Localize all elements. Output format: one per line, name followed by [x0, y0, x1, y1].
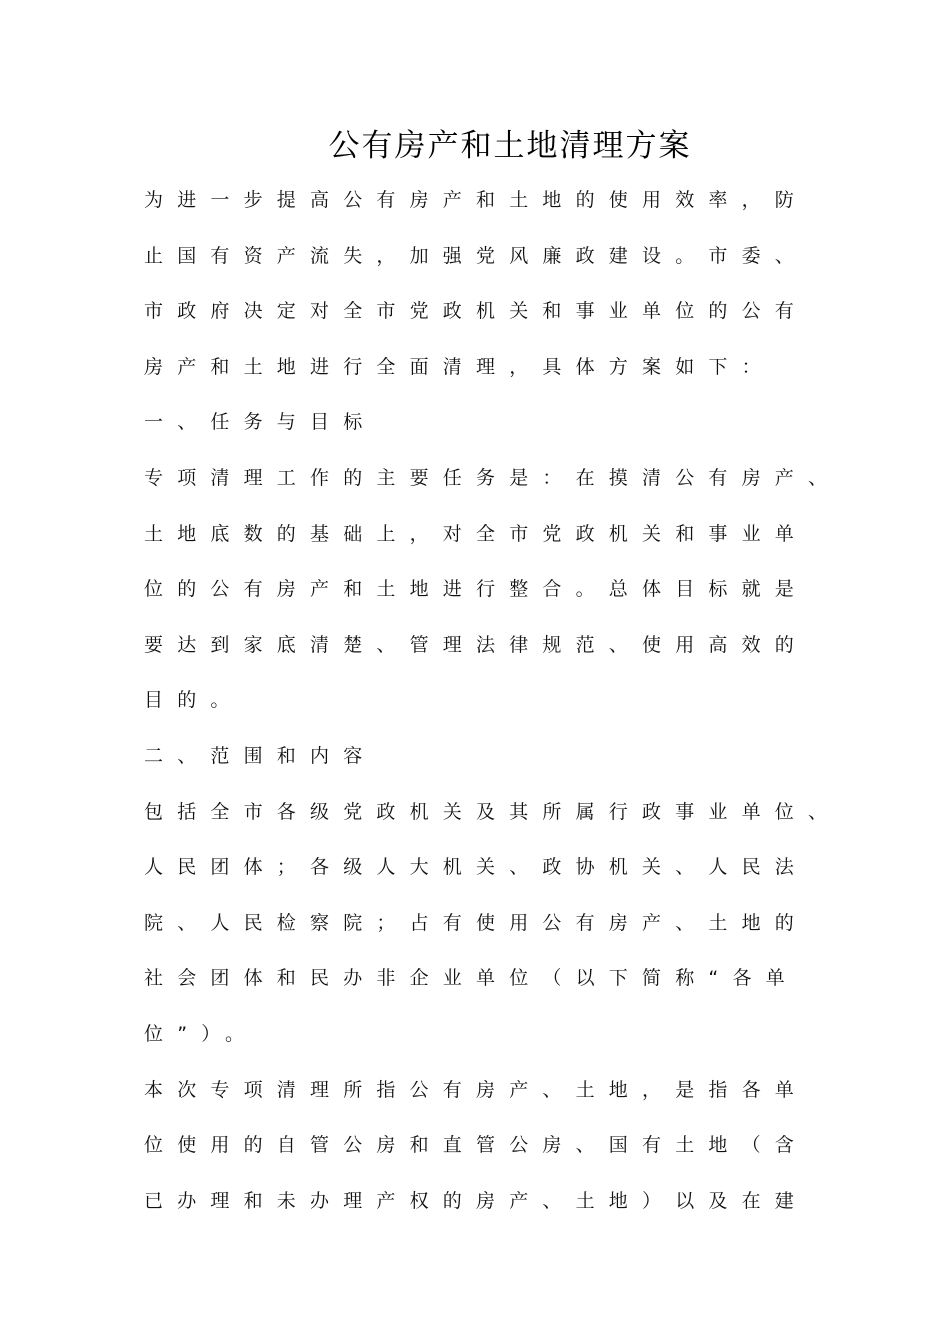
body-line-12: 包括全市各级党政机关及其所属行政事业单位、 — [144, 800, 842, 823]
section-heading-2: 二、范围和内容 — [144, 744, 377, 767]
document-title: 公有房产和土地清理方案 — [328, 128, 692, 164]
body-line-8: 位的公有房产和土地进行整合。总体目标就是 — [144, 578, 809, 601]
document-body — [144, 183, 844, 1239]
body-line-17: 本次专项清理所指公有房产、土地，是指各单 — [144, 1078, 809, 1101]
body-line-3: 市政府决定对全市党政机关和事业单位的公有 — [144, 300, 809, 323]
body-line-6: 专项清理工作的主要任务是：在摸清公有房产、 — [144, 466, 842, 489]
body-line-18: 位使用的自管公房和直管公房、国有土地（含 — [144, 1134, 809, 1157]
body-line-19: 已办理和未办理产权的房产、土地）以及在建 — [144, 1189, 809, 1212]
body-line-13: 人民团体；各级人大机关、政协机关、人民法 — [144, 856, 809, 879]
body-line-15: 社会团体和民办非企业单位（以下简称“各单 — [144, 967, 799, 990]
body-line-1: 为进一步提高公有房产和土地的使用效率，防 — [144, 189, 809, 211]
body-line-16: 位”）。 — [144, 1022, 259, 1045]
body-line-4: 房产和土地进行全面清理，具体方案如下： — [144, 355, 775, 378]
body-line-2: 止国有资产流失，加强党风廉政建设。市委、 — [144, 244, 809, 267]
body-line-14: 院、人民检察院；占有使用公有房产、土地的 — [144, 911, 809, 934]
body-line-9: 要达到家底清楚、管理法律规范、使用高效的 — [144, 633, 809, 656]
body-line-7: 土地底数的基础上，对全市党政机关和事业单 — [144, 522, 809, 545]
section-heading-1: 一、任务与目标 — [144, 411, 377, 434]
body-line-10: 目的。 — [144, 689, 244, 712]
